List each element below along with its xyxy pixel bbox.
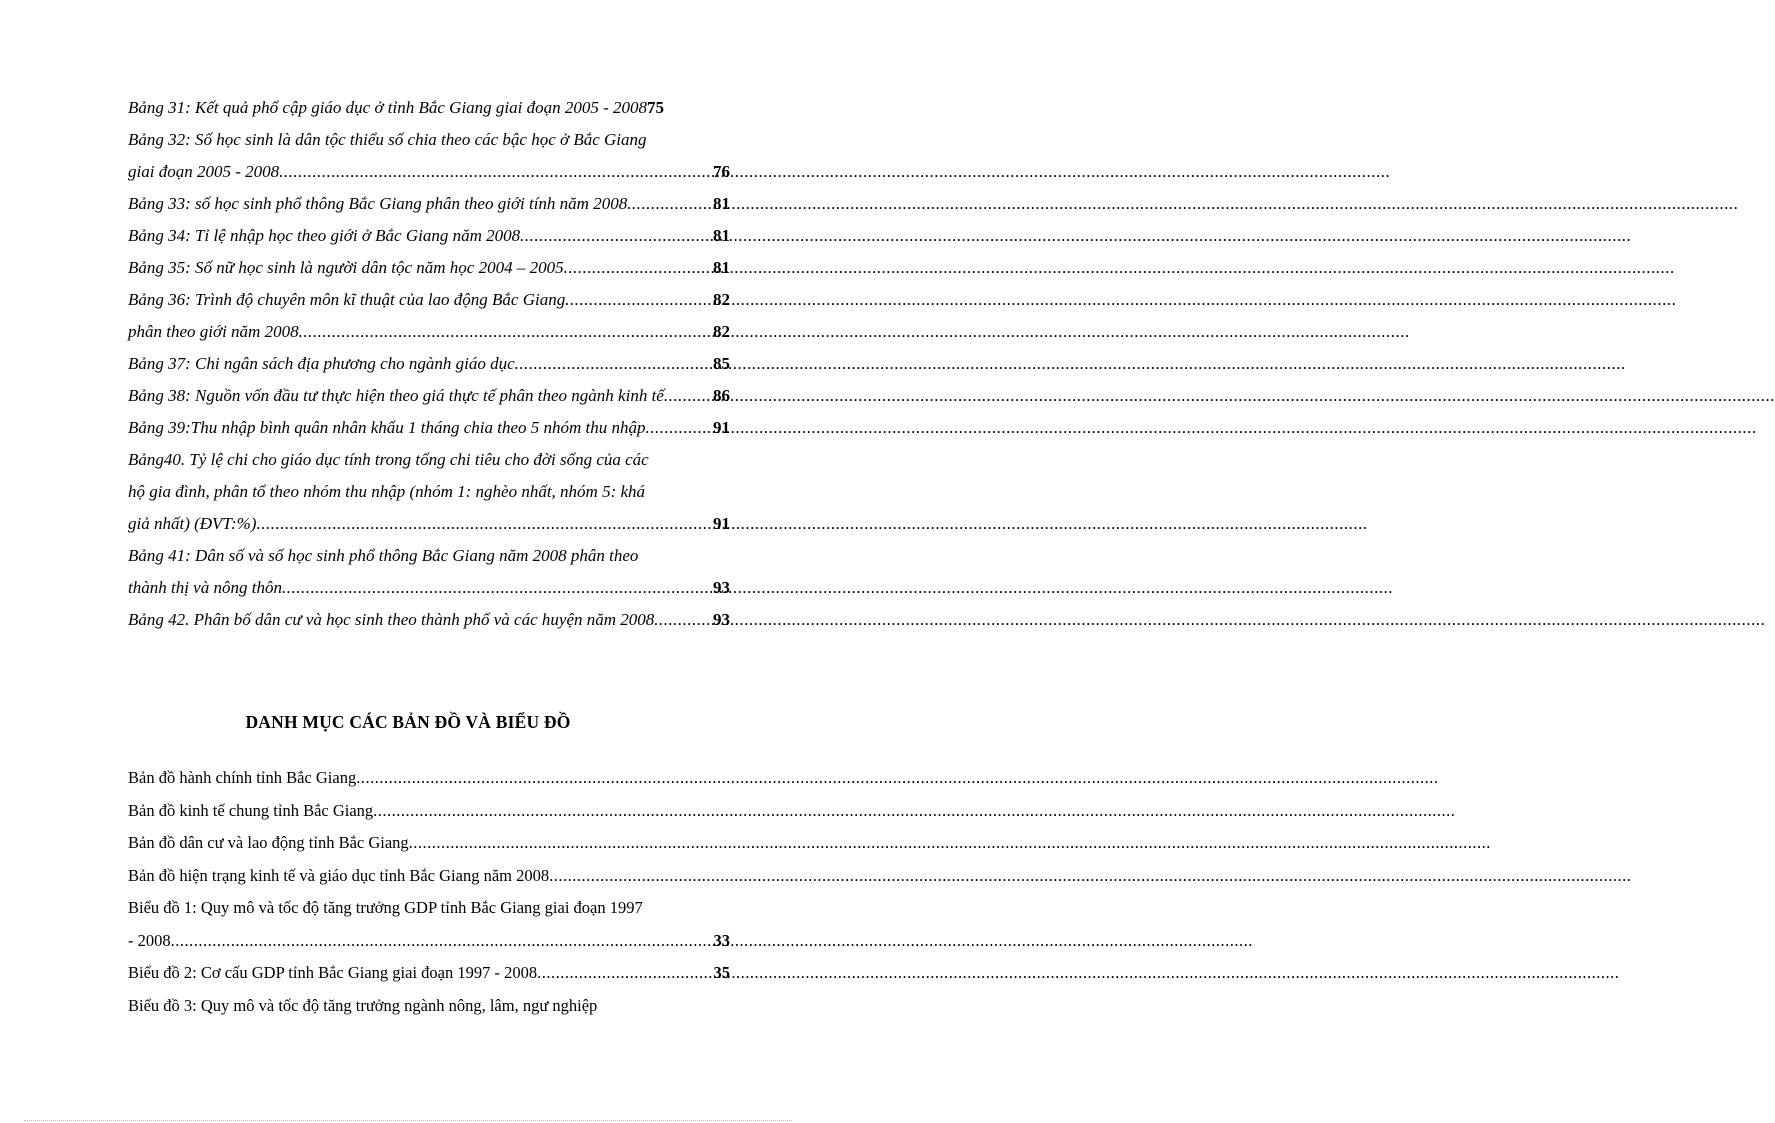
dot-leader bbox=[520, 220, 713, 252]
toc-entry bbox=[128, 572, 730, 604]
dot-leader bbox=[299, 316, 713, 348]
toc-entry-text: Bản đồ kinh tế chung tỉnh Bắc Giang bbox=[128, 800, 374, 820]
toc-entry-page: 81 bbox=[713, 194, 730, 213]
toc-entry-page: 82 bbox=[713, 322, 730, 341]
toc-entry-text: Biểu đồ 2: Cơ cấu GDP tỉnh Bắc Giang giai đoạn 1997 - 2008 bbox=[128, 963, 538, 982]
dot-leader bbox=[515, 348, 713, 380]
dot-leader bbox=[282, 572, 713, 604]
dot-leader bbox=[256, 508, 713, 540]
toc-entry-page: 82 bbox=[713, 290, 730, 309]
toc-entry bbox=[128, 188, 730, 220]
toc-entry bbox=[128, 508, 730, 540]
toc-entry-text: Bảng 33: số học sinh phổ thông Bắc Giang phân theo giới tính năm 2008 bbox=[128, 194, 628, 213]
toc-entry-text: - 2008 bbox=[128, 930, 171, 950]
toc-entry-text: giai đoạn 2005 - 2008 bbox=[128, 162, 280, 181]
toc-entry-page: 93 bbox=[713, 610, 730, 629]
toc-entry-page: 93 bbox=[713, 578, 730, 597]
toc-entry-text: thành thị và nông thôn bbox=[128, 578, 282, 597]
toc-entry bbox=[128, 957, 730, 990]
dot-leader bbox=[356, 762, 661, 795]
toc-entry-text: Bảng 31: Kết quả phổ cập giáo dục ở tỉnh Bắc Giang giai đoạn 2005 - 2008 bbox=[128, 98, 648, 117]
dot-leader bbox=[565, 284, 713, 316]
toc-entry-page: 86 bbox=[713, 386, 730, 405]
toc-entry bbox=[128, 252, 730, 284]
toc-entry-text: Bảng 39:Thu nhập bình quân nhân khẩu 1 tháng chia theo 5 nhóm thu nhập bbox=[128, 418, 646, 437]
toc-entry bbox=[128, 540, 730, 572]
toc-entry bbox=[128, 124, 730, 156]
toc-entry bbox=[128, 412, 730, 444]
toc-entry-text: Bảng40. Tỷ lệ chi cho giáo dục tính trong tổng chi tiêu cho đời sống của các bbox=[128, 450, 649, 469]
toc-entry bbox=[128, 990, 730, 1023]
dot-leader bbox=[627, 188, 713, 220]
toc-entry-text: Bản đồ hiện trạng kinh tế và giáo dục tỉnh Bắc Giang năm 2008 bbox=[128, 865, 550, 885]
dot-leader bbox=[549, 860, 631, 893]
toc-entry bbox=[128, 925, 730, 958]
toc-entry-text: Biểu đồ 1: Quy mô và tốc độ tăng trưởng GDP tỉnh Bắc Giang giai đoạn 1997 bbox=[128, 898, 643, 917]
toc-entry bbox=[128, 284, 730, 316]
dot-leader bbox=[664, 380, 713, 412]
toc-entry-page: 33 bbox=[713, 930, 730, 950]
toc-entry-text: Biểu đồ 3: Quy mô và tốc độ tăng trưởng ngành nông, lâm, ngư nghiệp bbox=[128, 995, 598, 1015]
toc-entry bbox=[128, 762, 730, 795]
toc-entry bbox=[128, 827, 730, 860]
toc-entry-text: Bảng 41: Dân số và số học sinh phổ thông Bắc Giang năm 2008 phân theo bbox=[128, 546, 639, 565]
toc-entry-text: hộ gia đình, phân tổ theo nhóm thu nhập (nhóm 1: nghèo nhất, nhóm 5: khá bbox=[128, 482, 646, 501]
toc-entry-text: Bảng 35: Số nữ học sinh là người dân tộc năm học 2004 – 2005 bbox=[128, 258, 564, 277]
toc-entry-page: 91 bbox=[713, 418, 730, 437]
toc-entry bbox=[128, 444, 730, 476]
dot-leader bbox=[171, 925, 714, 958]
toc-entry bbox=[128, 380, 730, 412]
dot-leader bbox=[279, 156, 713, 188]
table-list bbox=[128, 92, 730, 636]
toc-entry bbox=[128, 316, 730, 348]
toc-entry-text: Bảng 36: Trình độ chuyên môn kĩ thuật của lao động Bắc Giang bbox=[128, 290, 566, 309]
toc-entry bbox=[128, 156, 730, 188]
toc-entry bbox=[128, 892, 730, 925]
map-chart-list bbox=[128, 762, 730, 1022]
toc-entry-page: 76 bbox=[713, 162, 730, 181]
toc-entry bbox=[128, 476, 730, 508]
toc-entry-text: giả nhất) (ĐVT:%) bbox=[128, 514, 257, 533]
dot-leader bbox=[537, 957, 713, 990]
toc-entry-page: 91 bbox=[713, 514, 730, 533]
dot-leader bbox=[564, 252, 713, 284]
page-bottom-rule bbox=[24, 1120, 792, 1121]
toc-entry-text: Bảng 32: Số học sinh là dân tộc thiểu số chia theo các bậc học ở Bắc Giang bbox=[128, 130, 647, 149]
toc-entry-text: Bản đồ dân cư và lao động tỉnh Bắc Giang bbox=[128, 833, 409, 852]
toc-entry-page: 75 bbox=[647, 98, 665, 117]
toc-entry-page: 85 bbox=[713, 354, 730, 373]
toc-entry-text: Bảng 37: Chi ngân sách địa phương cho ngành giáo dục bbox=[128, 354, 515, 373]
toc-entry bbox=[128, 220, 730, 252]
toc-entry-text: Bảng 34: Tỉ lệ nhập học theo giới ở Bắc Giang năm 2008 bbox=[128, 226, 521, 245]
toc-entry bbox=[128, 795, 730, 828]
section-heading: DANH MỤC CÁC BẢN ĐỒ VÀ BIỂU ĐỒ bbox=[245, 712, 571, 732]
toc-entry-text: Bản đồ hành chính tỉnh Bắc Giang bbox=[128, 768, 357, 787]
toc-entry-page: 81 bbox=[713, 258, 730, 277]
toc-entry-text: Bảng 38: Nguồn vốn đầu tư thực hiện theo giá thực tế phân theo ngành kinh tế bbox=[128, 386, 664, 405]
toc-entry bbox=[128, 92, 730, 124]
toc-entry-text: phân theo giới năm 2008 bbox=[128, 322, 299, 341]
dot-leader bbox=[409, 827, 657, 860]
toc-entry bbox=[128, 348, 730, 380]
dot-leader bbox=[373, 795, 661, 828]
dot-leader bbox=[646, 412, 713, 444]
toc-entry-page: 35 bbox=[713, 963, 730, 982]
toc-entry-text: Bảng 42. Phân bố dân cư và học sinh theo thành phố và các huyện năm 2008 bbox=[128, 610, 655, 629]
toc-entry bbox=[128, 604, 730, 636]
dot-leader bbox=[654, 604, 713, 636]
toc-entry bbox=[128, 860, 730, 893]
toc-entry-page: 81 bbox=[713, 226, 730, 245]
document-page bbox=[0, 0, 816, 1123]
